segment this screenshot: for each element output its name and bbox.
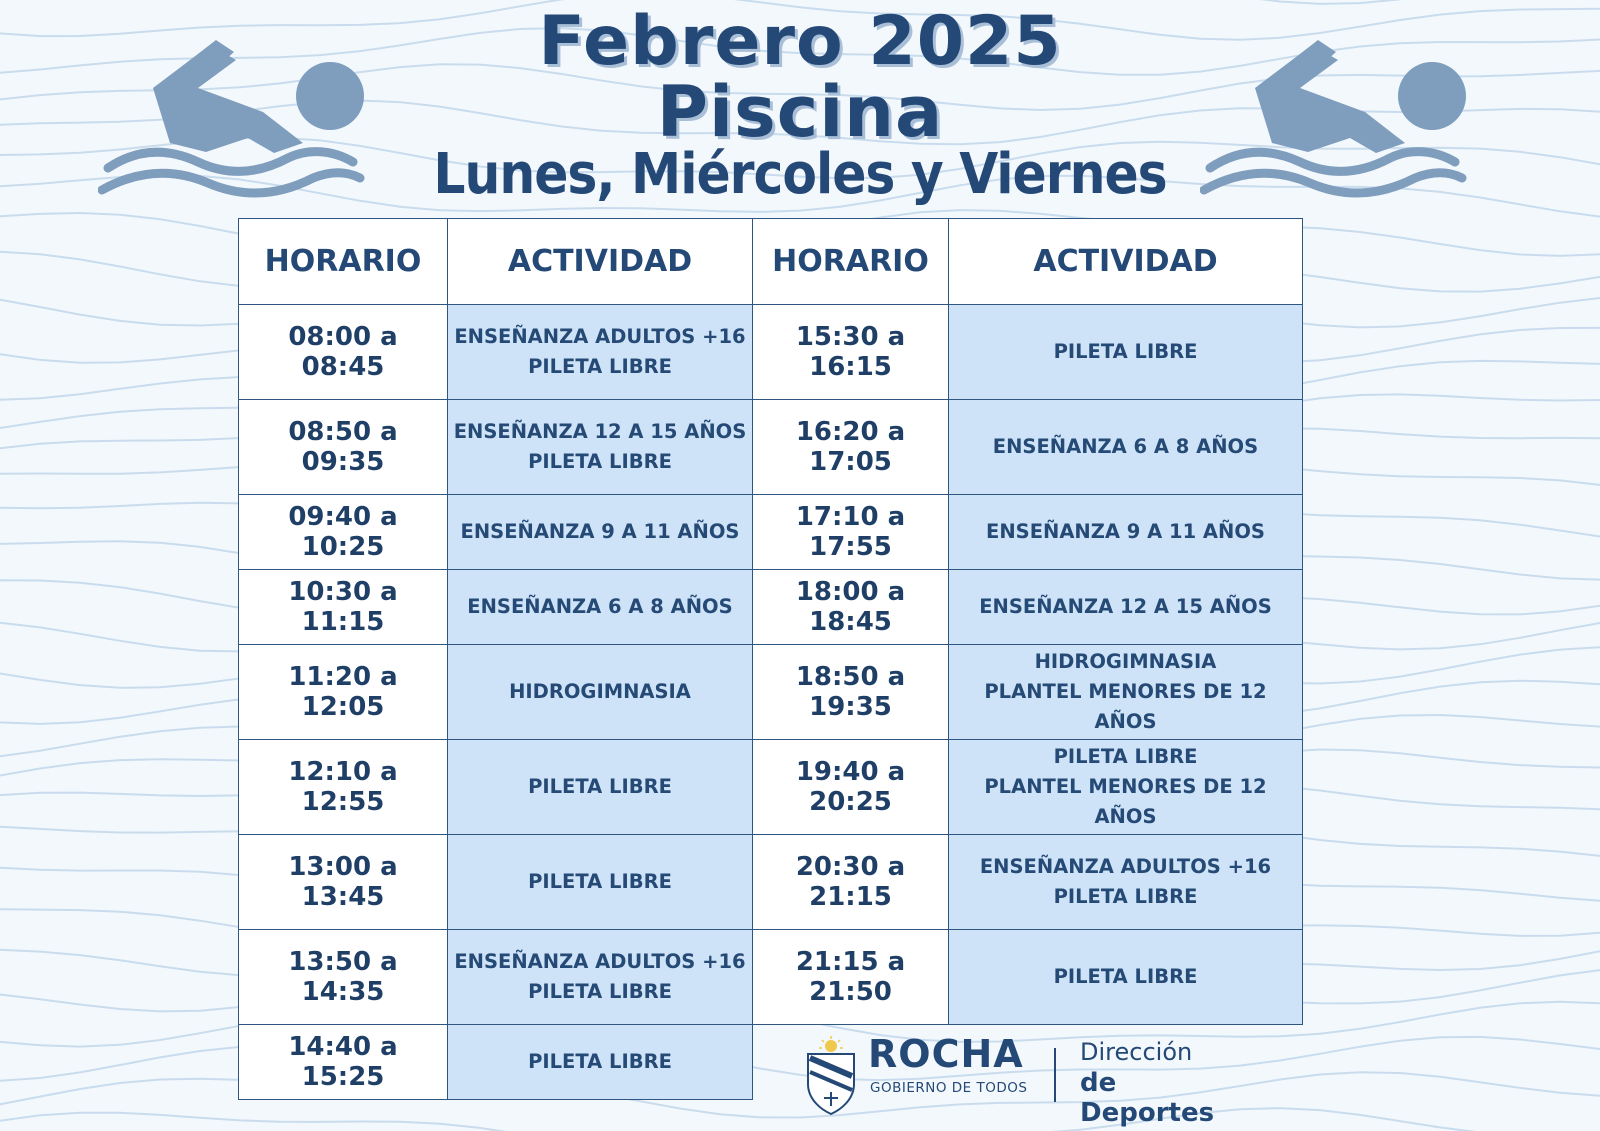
activity-cell (448, 305, 753, 400)
activity-cell (949, 645, 1303, 740)
activity-line: ENSEÑANZA 9 A 11 AÑOS (986, 520, 1265, 543)
activity-cell (448, 495, 753, 570)
time-cell: 09:40 a 10:25 (239, 495, 448, 570)
time-cell: 15:30 a 16:15 (753, 305, 949, 400)
rocha-logo (800, 1032, 1250, 1128)
time-cell: 18:50 a 19:35 (753, 645, 949, 740)
time-cell: 21:15 a 21:50 (753, 930, 949, 1025)
table-row (239, 930, 1303, 1025)
table-row (239, 570, 1303, 645)
activity-line: PILETA LIBRE (528, 1050, 672, 1073)
table-row (239, 400, 1303, 495)
swimmer-icon (98, 40, 368, 205)
logo-name: ROCHA (868, 1032, 1024, 1076)
time-cell: 20:30 a 21:15 (753, 835, 949, 930)
time-cell: 12:10 a 12:55 (239, 740, 448, 835)
activity-line: PILETA LIBRE (528, 450, 672, 473)
activity-cell (448, 740, 753, 835)
time-cell: 16:20 a 17:05 (753, 400, 949, 495)
time-cell: 17:10 a 17:55 (753, 495, 949, 570)
activity-cell (448, 930, 753, 1025)
activity-line: PLANTEL MENORES DE 12 AÑOS (984, 680, 1267, 733)
activity-cell (949, 570, 1303, 645)
time-cell: 18:00 a 18:45 (753, 570, 949, 645)
activity-line: PILETA LIBRE (1053, 885, 1198, 908)
activity-line: ENSEÑANZA 12 A 15 AÑOS (979, 595, 1272, 618)
activity-line: ENSEÑANZA ADULTOS +16 (454, 950, 746, 973)
rocha-shield-icon (800, 1036, 862, 1116)
time-cell: 14:40 a 15:25 (239, 1025, 448, 1100)
month-title: Febrero 2025 (538, 2, 1062, 81)
activity-line: HIDROGIMNASIA (509, 680, 691, 703)
column-header-actividad: ACTIVIDAD (949, 219, 1303, 305)
department-line-2: de Deportes (1080, 1068, 1215, 1128)
activity-cell (448, 645, 753, 740)
activity-line: ENSEÑANZA 6 A 8 AÑOS (992, 435, 1259, 458)
time-cell: 13:50 a 14:35 (239, 930, 448, 1025)
table-row (239, 740, 1303, 835)
department-line-1: Dirección (1080, 1038, 1193, 1066)
days-subtitle: Lunes, Miércoles y Viernes (433, 142, 1167, 207)
time-cell: 19:40 a 20:25 (753, 740, 949, 835)
activity-cell (448, 835, 753, 930)
activity-cell (448, 1025, 753, 1100)
logo-divider (1054, 1048, 1056, 1102)
header-row (239, 219, 1303, 305)
activity-line: PILETA LIBRE (1053, 340, 1198, 363)
swimmer-icon (1200, 40, 1470, 205)
time-cell: 10:30 a 11:15 (239, 570, 448, 645)
activity-line: PILETA LIBRE (528, 870, 672, 893)
activity-line: ENSEÑANZA 12 A 15 AÑOS (453, 420, 747, 443)
logo-tagline: GOBIERNO DE TODOS (870, 1080, 1028, 1096)
activity-line: HIDROGIMNASIA (1034, 650, 1217, 673)
activity-line: ENSEÑANZA ADULTOS +16 (454, 325, 746, 348)
activity-cell (949, 835, 1303, 930)
activity-line: ENSEÑANZA 6 A 8 AÑOS (467, 595, 733, 618)
activity-cell (949, 930, 1303, 1025)
activity-cell (448, 400, 753, 495)
table-row (239, 645, 1303, 740)
activity-cell (949, 495, 1303, 570)
activity-cell (448, 570, 753, 645)
table-row (239, 835, 1303, 930)
table-row (239, 305, 1303, 400)
activity-line: ENSEÑANZA 9 A 11 AÑOS (460, 520, 740, 543)
activity-line: PLANTEL MENORES DE 12 AÑOS (984, 775, 1267, 828)
activity-line: PILETA LIBRE (1053, 965, 1198, 988)
time-cell: 13:00 a 13:45 (239, 835, 448, 930)
column-header-horario: HORARIO (239, 219, 448, 305)
activity-line: PILETA LIBRE (1053, 745, 1198, 768)
activity-cell (949, 740, 1303, 835)
activity-line: PILETA LIBRE (528, 775, 672, 798)
activity-line: PILETA LIBRE (528, 980, 672, 1003)
activity-cell (949, 305, 1303, 400)
column-header-actividad: ACTIVIDAD (448, 219, 753, 305)
time-cell: 08:50 a 09:35 (239, 400, 448, 495)
time-cell: 11:20 a 12:05 (239, 645, 448, 740)
time-cell: 08:00 a 08:45 (239, 305, 448, 400)
table-row (239, 495, 1303, 570)
activity-line: ENSEÑANZA ADULTOS +16 (979, 855, 1272, 878)
venue-title: Piscina (656, 71, 944, 153)
schedule-table (238, 218, 1303, 1100)
column-header-horario: HORARIO (753, 219, 949, 305)
activity-cell (949, 400, 1303, 495)
activity-line: PILETA LIBRE (528, 355, 672, 378)
